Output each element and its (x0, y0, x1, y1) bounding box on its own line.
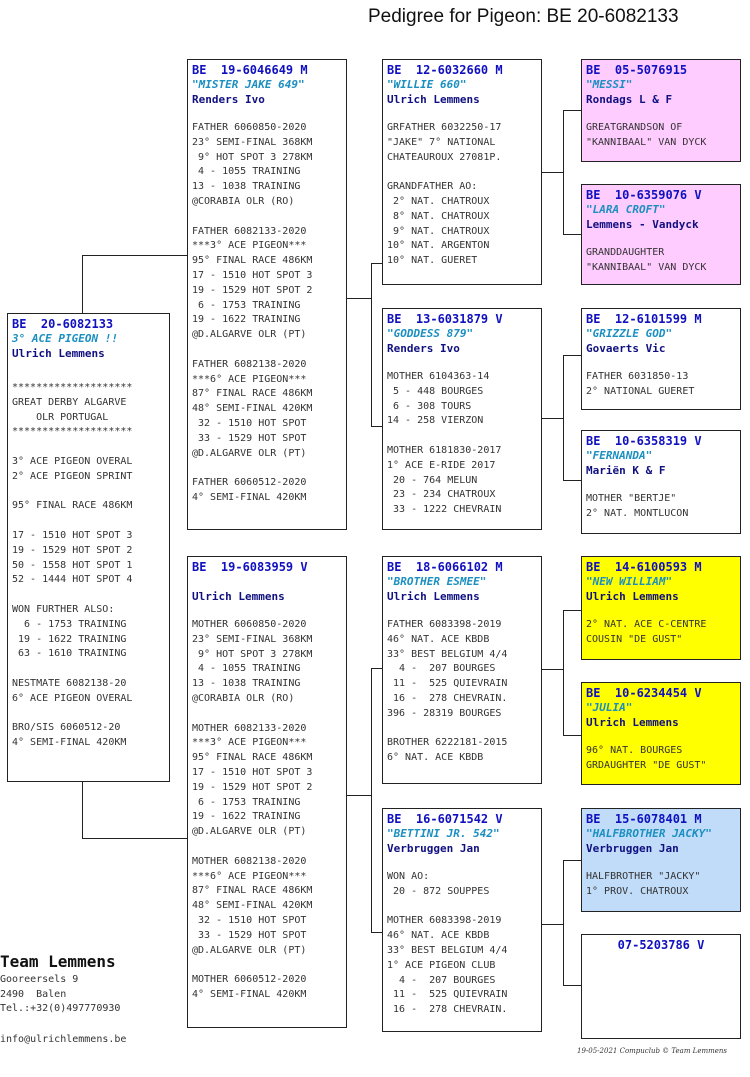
connector-line (541, 924, 564, 925)
dam-card[interactable] (187, 556, 347, 1028)
pigeon-nickname: "MESSI" (586, 78, 633, 91)
pigeon-nickname: "GODDESS 879" (387, 327, 474, 340)
ring-number: BE 18-6066102 M (387, 560, 503, 574)
ring-number: BE 12-6101599 M (586, 312, 702, 326)
pigeon-nickname: "LARA CROFT" (586, 203, 666, 216)
dam-sire-card[interactable] (382, 556, 542, 784)
dam-dam-card[interactable] (382, 808, 542, 1032)
pigeon-details: HALFBROTHER "JACKY" 1° PROV. CHATROUX (586, 871, 701, 897)
connector-line (346, 795, 372, 796)
connector-line (371, 263, 372, 426)
connector-line (563, 110, 564, 234)
ring-number: BE 13-6031879 V (387, 312, 503, 326)
pigeon-nickname: "MISTER JAKE 649" (192, 78, 305, 91)
owner-name: Rondags L & F (586, 93, 673, 106)
connector-line (563, 610, 581, 611)
pigeon-details: 2° NAT. ACE C-CENTRE COUSIN "DE GUST" (586, 619, 707, 645)
breeder-team-name: Team Lemmens (0, 952, 116, 971)
breeder-email[interactable]: info@ulrichlemmens.be (0, 1034, 127, 1045)
connector-line (82, 838, 187, 839)
connector-line (82, 782, 83, 838)
ring-number: BE 05-5076915 (586, 63, 688, 77)
ring-number: 07-5203786 V (617, 938, 705, 952)
connector-line (541, 418, 564, 419)
connector-line (563, 860, 564, 985)
connector-line (563, 355, 581, 356)
pigeon-details: FATHER 6060850-2020 23° SEMI-FINAL 368KM 9° HOT SPOT 3 278KM 4 - 1055 TRAINING 13 - 1038 TRAINING @CORABIA OLR (RO) FATHER 6082133-2020 ***3° ACE PIGEON*** 95° FINAL RACE 486KM 17 - 1510 HOT SPOT 3 19 - 1529 HOT SPOT 2 6 - 1753 TRAINING 19 - 1622 TRAINING @D.ALGARVE OLR (PT) FATHER 6082138-2020 ***6° ACE PIGEON*** 87° FINAL RACE 486KM 48° SEMI-FINAL 420KM 32 - 1510 HOT SPOT 33 - 1529 HOT SPOT @D.ALGARVE OLR (PT) FATHER 6060512-2020 4° SEMI-FINAL 420KM (192, 122, 313, 503)
connector-line (563, 610, 564, 735)
ring-number: BE 16-6071542 V (387, 812, 503, 826)
pigeon-details: MOTHER 6104363-14 5 - 448 BOURGES 6 - 308 TOURS 14 - 258 VIERZON MOTHER 6181830-2017 1° ACE E-RIDE 2017 20 - 764 MELUN 23 - 234 CHATROUX 33 - 1222 CHEVRAIN (387, 371, 502, 516)
owner-name: Verbruggen Jan (586, 842, 679, 855)
dam-dam-dam-card[interactable] (581, 934, 741, 1039)
sire-dam-card[interactable] (382, 308, 542, 530)
owner-name: Mariën K & F (586, 464, 666, 477)
pigeon-details: 96° NAT. BOURGES GRDAUGHTER "DE GUST" (586, 745, 707, 771)
subject-pigeon-card[interactable] (7, 313, 170, 782)
pigeon-details: WON AO: 20 - 872 SOUPPES MOTHER 6083398-2019 46° NAT. ACE KBDB 33° BEST BELGIUM 4/4 1° ACE PIGEON CLUB 4 - 207 BOURGES 11 - 525 QUIEVRAIN 16 - 278 CHEVRAIN. (387, 871, 508, 1016)
dam-dam-sire-card[interactable] (581, 808, 741, 912)
owner-name: Ulrich Lemmens (586, 590, 679, 603)
connector-line (563, 355, 564, 480)
ring-number: BE 15-6078401 M (586, 812, 702, 826)
owner-name: Ulrich Lemmens (12, 347, 105, 360)
connector-line (541, 669, 564, 670)
ring-number: BE 19-6083959 V (192, 560, 308, 574)
connector-line (541, 172, 564, 173)
pigeon-details: GRFATHER 6032250-17 "JAKE" 7° NATIONAL CHATEAUROUX 27081P. GRANDFATHER AO: 2° NAT. CHATROUX 8° NAT. CHATROUX 9° NAT. CHATROUX 10° NAT. ARGENTON 10° NAT. GUERET (387, 122, 502, 267)
pigeon-details: MOTHER "BERTJE" 2° NAT. MONTLUCON (586, 493, 689, 519)
connector-line (82, 255, 83, 313)
connector-line (563, 480, 581, 481)
connector-line (563, 860, 581, 861)
owner-name: Renders Ivo (387, 342, 460, 355)
dam-sire-sire-card[interactable] (581, 556, 741, 660)
owner-name: Ulrich Lemmens (387, 590, 480, 603)
connector-line (346, 298, 372, 299)
pigeon-details: FATHER 6031850-13 2° NATIONAL GUERET (586, 371, 695, 397)
owner-name: Govaerts Vic (586, 342, 666, 355)
owner-name: Ulrich Lemmens (192, 590, 285, 603)
pigeon-nickname (192, 575, 342, 589)
ring-number: BE 14-6100593 M (586, 560, 702, 574)
ring-number: BE 20-6082133 (12, 317, 114, 331)
pigeon-nickname: 3° ACE PIGEON !! (12, 332, 118, 345)
pigeon-nickname: "WILLIE 660" (387, 78, 467, 91)
pigeon-details: GRANDDAUGHTER "KANNIBAAL" VAN DYCK (586, 247, 707, 273)
pigeon-nickname: "JULIA" (586, 701, 633, 714)
pigeon-nickname: "BETTINI JR. 542" (387, 827, 500, 840)
sire-sire-dam-card[interactable] (581, 184, 741, 285)
page-title: Pedigree for Pigeon: BE 20-6082133 (368, 6, 679, 27)
connector-line (563, 234, 581, 235)
owner-name: Ulrich Lemmens (387, 93, 480, 106)
footer-credit: 19-05-2021 Compuclub © Team Lemmens (577, 1047, 727, 1055)
pigeon-nickname: "HALFBROTHER JACKY" (586, 827, 712, 840)
owner-name: Verbruggen Jan (387, 842, 480, 855)
owner-name: Lemmens - Vandyck (586, 218, 699, 231)
sire-card[interactable] (187, 59, 347, 530)
pigeon-details: ******************** GREAT DERBY ALGARVE OLR PORTUGAL ******************** 3° ACE PIGEON OVERAL 2° ACE PIGEON SPRINT 95° FINAL RACE 486KM 17 - 1510 HOT SPOT 3 19 - 1529 HOT SPOT 2 50 - 1558 HOT SPOT 1 52 - 1444 HOT SPOT 4 WON FURTHER ALSO: 6 - 1753 TRAINING 19 - 1622 TRAINING 63 - 1610 TRAINING NESTMATE 6082138-20 6° ACE PIGEON OVERAL BRO/SIS 6060512-20 4° SEMI-FINAL 420KM (12, 382, 133, 749)
ring-number: BE 19-6046649 M (192, 63, 308, 77)
connector-line (563, 735, 581, 736)
connector-line (563, 985, 581, 986)
pigeon-nickname: "FERNANDA" (586, 449, 653, 462)
owner-name: Renders Ivo (192, 93, 265, 106)
breeder-address: Gooreersels 9 2490 Balen Tel.:+32(0)497770930 (0, 974, 121, 1014)
pigeon-nickname: "BROTHER ESMEE" (387, 575, 487, 588)
sire-sire-sire-card[interactable] (581, 59, 741, 162)
connector-line (82, 255, 187, 256)
connector-line (371, 668, 372, 932)
pigeon-details: MOTHER 6060850-2020 23° SEMI-FINAL 368KM 9° HOT SPOT 3 278KM 4 - 1055 TRAINING 13 - 1038 TRAINING @CORABIA OLR (RO) MOTHER 6082133-2020 ***3° ACE PIGEON*** 95° FINAL RACE 486KM 17 - 1510 HOT SPOT 3 19 - 1529 HOT SPOT 2 6 - 1753 TRAINING 19 - 1622 TRAINING @D.ALGARVE OLR (PT) MOTHER 6082138-2020 ***6° ACE PIGEON*** 87° FINAL RACE 486KM 48° SEMI-FINAL 420KM 32 - 1510 HOT SPOT 33 - 1529 HOT SPOT @D.ALGARVE OLR (PT) MOTHER 6060512-2020 4° SEMI-FINAL 420KM (192, 619, 313, 1000)
pigeon-details: FATHER 6083398-2019 46° NAT. ACE KBDB 33° BEST BELGIUM 4/4 4 - 207 BOURGES 11 - 525 QUIEVRAIN 16 - 278 CHEVRAIN. 396 - 28319 BOURGES BROTHER 6222181-2015 6° NAT. ACE KBDB (387, 619, 508, 764)
pigeon-nickname: "NEW WILLIAM" (586, 575, 673, 588)
sire-dam-dam-card[interactable] (581, 430, 741, 534)
ring-number: BE 10-6359076 V (586, 188, 702, 202)
ring-number: BE 10-6358319 V (586, 434, 702, 448)
sire-sire-card[interactable] (382, 59, 542, 285)
pigeon-nickname: "GRIZZLE GOD" (586, 327, 673, 340)
pigeon-details: GREATGRANDSON OF "KANNIBAAL" VAN DYCK (586, 122, 707, 148)
connector-line (563, 110, 581, 111)
ring-number: BE 10-6234454 V (586, 686, 702, 700)
dam-sire-dam-card[interactable] (581, 682, 741, 785)
owner-name: Ulrich Lemmens (586, 716, 679, 729)
sire-dam-sire-card[interactable] (581, 308, 741, 410)
ring-number: BE 12-6032660 M (387, 63, 503, 77)
